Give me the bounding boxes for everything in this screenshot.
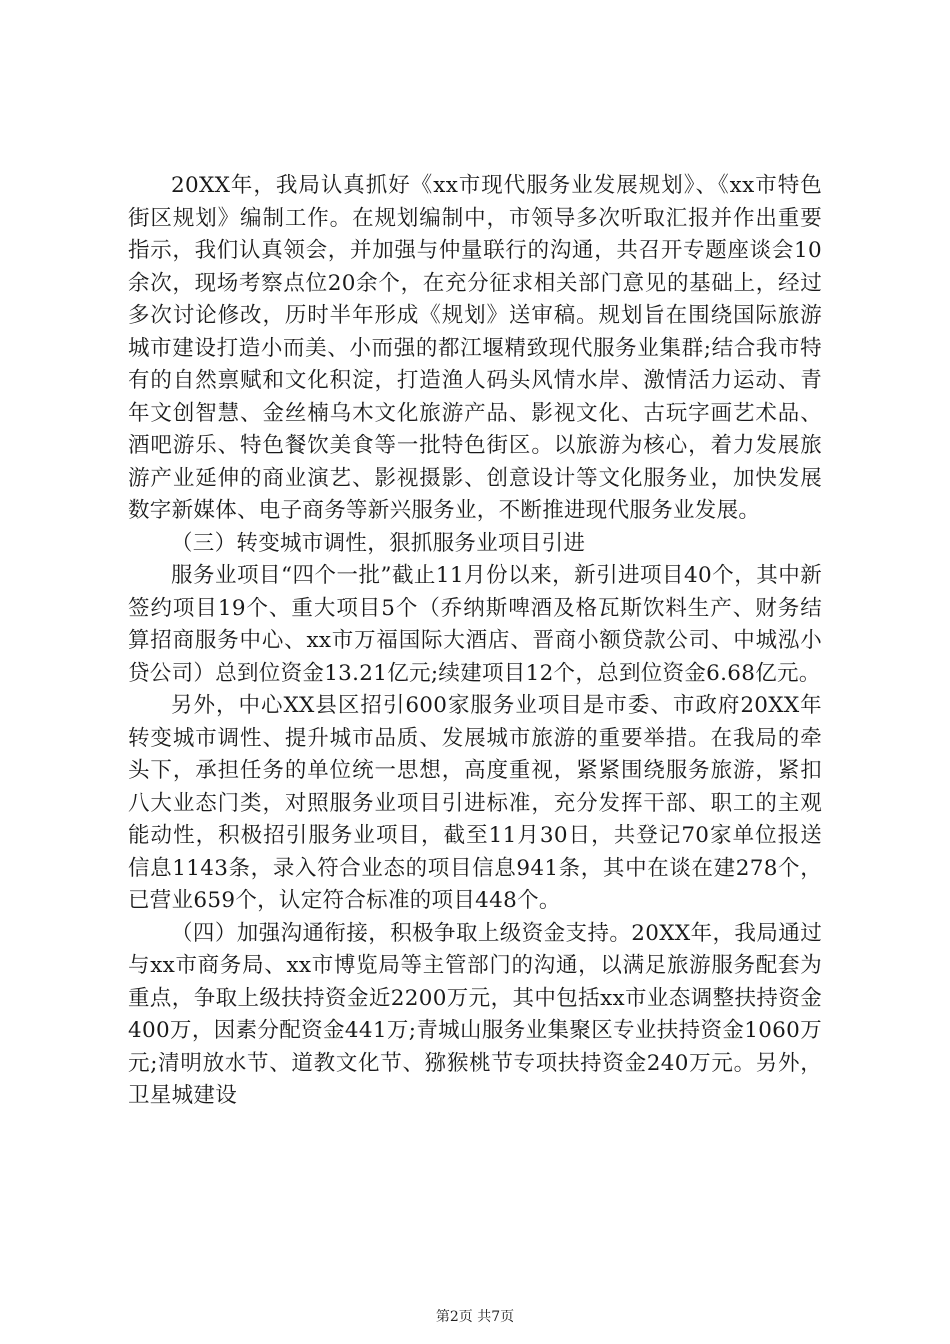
paragraph-planning: 20XX年，我局认真抓好《xx市现代服务业发展规划》、《xx市特色街区规划》编制工作。在规划编制中，市领导多次听取汇报并作出重要指示，我们认真领会，并加强与仲量联行的沟通，共召开专题座谈会10余次，现场考察点位20余个，在充分征求相关部门意见的基础上，经过多次讨论修改，历时半年形成《规划》送审稿。规划旨在围绕国际旅游城市建设打造小而美、小而强的都江堰精致现代服务业集群;结合我市特有的自然禀赋和文化积淀，打造渔人码头风情水岸、激情活力运动、青年文创智慧、金丝楠乌木文化旅游产品、影视文化、古玩字画艺术品、酒吧游乐、特色餐饮美食等一批特色街区。以旅游为核心，着力发展旅游产业延伸的商业演艺、影视摄影、创意设计等文化服务业，加快发展数字新媒体、电子商务等新兴服务业，不断推进现代服务业发展。 [128,173,822,523]
paragraph-600-projects: 另外，中心XX县区招引600家服务业项目是市委、市政府20XX年转变城市调性、提升城市品质、发展城市旅游的重要举措。在我局的牵头下，承担任务的单位统一思想，高度重视，紧紧围绕服务旅游，紧扣八大业态门类，对照服务业项目引进标准，充分发挥干部、职工的主观能动性，积极招引服务业项目，截至11月30日，共登记70家单位报送信息1143条，录入符合业态的项目信息941条，其中在谈在建278个，已营业659个，认定符合标准的项目448个。 [128,693,822,913]
page-number-footer: 第2页 共7页 [435,1309,515,1325]
section-heading-three: （三）转变城市调性，狠抓服务业项目引进 [171,530,586,556]
document-body [128,170,822,1113]
paragraph-project-introduction: 服务业项目“四个一批”截止11月份以来，新引进项目40个，其中新签约项目19个、重大项目5个（乔纳斯啤酒及格瓦斯饮料生产、财务结算招商服务中心、xx市万福国际大酒店、晋商小额贷款公司、中城泓小贷公司）总到位资金13.21亿元;续建项目12个，总到位资金6.68亿元。 [128,563,822,686]
paragraph-funding-support: （四）加强沟通衔接，积极争取上级资金支持。20XX年，我局通过与xx市商务局、xx市博览局等主管部门的沟通，以满足旅游服务配套为重点，争取上级扶持资金近2200万元，其中包括xx市业态调整扶持资金400万，因素分配资金441万;青城山服务业集聚区专业扶持资金1060万元;清明放水节、道教文化节、猕猴桃节专项扶持资金240万元。另外，卫星城建设 [128,920,822,1108]
